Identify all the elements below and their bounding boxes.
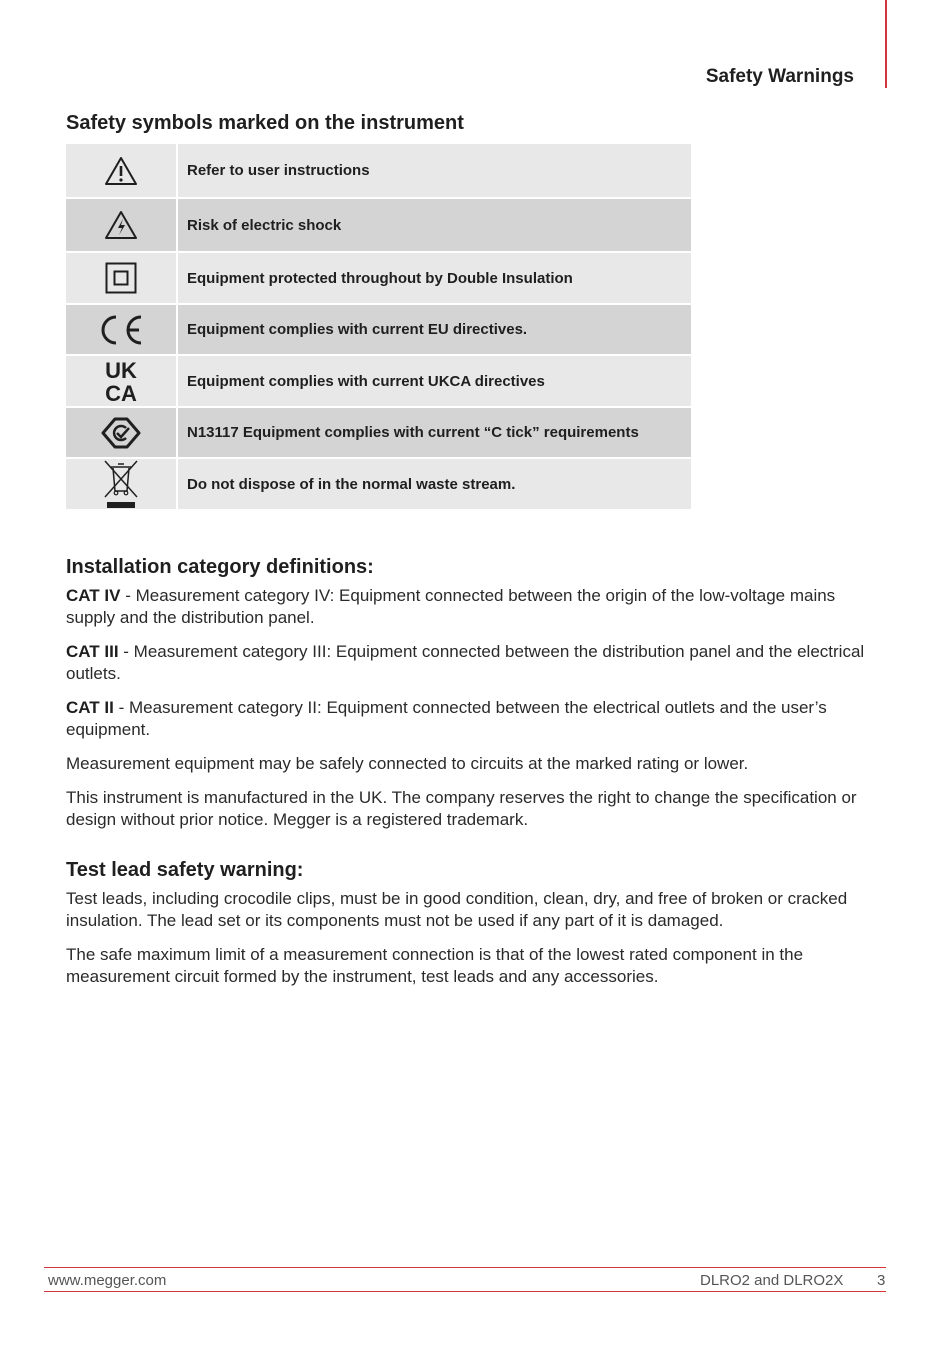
cat-ii-label: CAT II [66, 698, 114, 717]
cat-iv-label: CAT IV [66, 586, 121, 605]
rating-note: Measurement equipment may be safely connected to circuits at the marked rating or lower. [66, 754, 749, 773]
warning-triangle-icon [104, 156, 138, 186]
page-section-title: Safety Warnings [705, 66, 854, 87]
cat-iii-label: CAT III [66, 642, 119, 661]
page-number: 3 [877, 1272, 886, 1289]
symbol-description: N13117 Equipment complies with current “C tick” requirements [177, 407, 691, 458]
installation-section [66, 556, 884, 843]
symbol-row [66, 407, 691, 458]
symbol-row [66, 252, 691, 304]
max-limit-text: The safe maximum limit of a measurement connection is that of the lowest rated component in the measurement circuit formed by the instrument, test leads and any accessories. [66, 945, 804, 986]
footer-top-rule [44, 1267, 886, 1268]
electric-shock-icon [104, 210, 138, 240]
weee-bin-icon [102, 459, 140, 509]
ukca-mark-icon [98, 358, 144, 404]
test-lead-heading: Test lead safety warning: [66, 859, 304, 881]
cat-iv-definition: CAT IV - Measurement category IV: Equipment connected between the origin of the low-voltage mains supply and the distribution panel. [66, 586, 836, 627]
test-lead-condition-text: Test leads, including crocodile clips, must be in good condition, clean, dry, and free of broken or cracked insulation. The lead set or its components must not be used if any part of it is damaged. [66, 889, 848, 930]
symbol-row [66, 355, 691, 407]
footer-bottom-rule [44, 1291, 886, 1292]
symbol-description: Equipment complies with current EU directives. [177, 304, 691, 355]
symbol-row [66, 304, 691, 355]
symbol-row [66, 198, 691, 252]
symbol-row [66, 458, 691, 510]
safety-symbols-table [66, 144, 691, 511]
installation-heading: Installation category definitions: [66, 556, 374, 578]
rcm-c-tick-icon [100, 416, 142, 450]
ukca-mark-line-2: CA [105, 381, 137, 404]
header-accent-rule [885, 0, 887, 88]
footer-product-name: DLRO2 and DLRO2X [700, 1272, 844, 1289]
ukca-mark-line-1: UK [105, 358, 137, 383]
double-insulation-icon [105, 262, 137, 294]
safety-symbols-heading: Safety symbols marked on the instrument [66, 112, 464, 134]
manufacturer-note: This instrument is manufactured in the UK. The company reserves the right to change the specification or design without prior notice. Megger is a registered trademark. [66, 788, 857, 829]
symbol-description: Do not dispose of in the normal waste stream. [177, 458, 691, 510]
footer-website: www.megger.com [48, 1272, 167, 1289]
symbol-description: Equipment protected throughout by Double Insulation [177, 252, 691, 304]
symbol-description: Equipment complies with current UKCA directives [177, 355, 691, 407]
test-lead-section [66, 859, 884, 1000]
symbol-description: Refer to user instructions [177, 144, 691, 198]
cat-iii-definition: CAT III - Measurement category III: Equipment connected between the distribution panel and the electrical outlets. [66, 642, 865, 683]
symbol-description: Risk of electric shock [177, 198, 691, 252]
symbol-row [66, 144, 691, 198]
cat-ii-definition: CAT II - Measurement category II: Equipment connected between the electrical outlets and the user’s equipment. [66, 698, 827, 739]
ce-mark-icon [97, 314, 145, 346]
